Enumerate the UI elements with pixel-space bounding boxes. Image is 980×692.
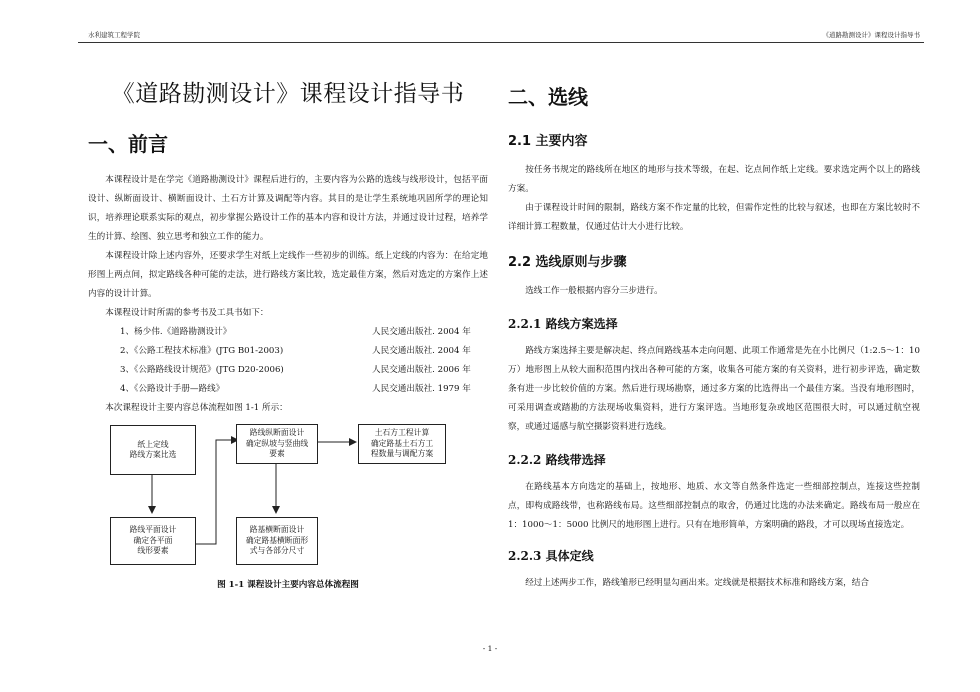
paragraph-2-1-b: 由于课程设计时间的限制，路线方案不作定量的比较，但需作定性的比较与叙述，也即在方案比较时不详细计算工程数量，仅通过估计大小进行比较。 [508,203,920,232]
heading-2-2-2: 2.2.2 路线带选择 [508,453,606,467]
flow-box-route-selection [110,425,196,475]
page-number: - 1 - [482,644,498,653]
flow-box-text: 路线平面设计 确定各平面 线形要素 [129,525,177,556]
preface-paragraph-3: 本课程设计时所需的参考书及工具书如下： [105,308,269,318]
reference-list [88,323,488,399]
preface-paragraph-4: 本次课程设计主要内容总体流程如图 1-1 所示： [105,403,288,413]
flow-box-cross-section [236,517,318,565]
header-right: 《道路勘测设计》课程设计指导书 [822,31,920,39]
flow-box-earthwork [358,424,446,464]
reference-item: 1、杨少伟.《道路勘测设计》 人民交通出版社. 2004 年 [120,327,471,337]
figure-caption: 图 1-1 课程设计主要内容总体流程图 [217,580,359,590]
header-rule [78,42,924,43]
preface-paragraph-2: 本课程设计除上述内容外，还要求学生对纸上定线作一些初步的训练。纸上定线的内容为：在给定地形图上两点间，拟定路线各种可能的走法，进行路线方案比较，选定最佳方案，然后对选定的方案作上述内容的设计计算。 [88,251,488,299]
section-heading-preface: 一、前言 [88,132,168,156]
paragraph-2-2-3: 经过上述两步工作，路线雏形已经明显勾画出来。定线就是根据技术标准和路线方案，结合 [525,578,869,588]
left-column [88,55,488,418]
paragraph-2-2: 选线工作一般根据内容分三步进行。 [525,286,663,296]
heading-2-2-1: 2.2.1 路线方案选择 [508,317,618,331]
section-heading-route-selection: 二、选线 [508,85,588,109]
header-left: 水利建筑工程学院 [88,31,140,39]
reference-item: 2、《公路工程技术标准》(JTG B01-2003) 人民交通出版社. 2004 年 [120,346,471,356]
flow-box-text: 路基横断面设计 确定路基横断面形 式与各部分尺寸 [245,525,309,556]
flowchart [88,420,488,570]
flow-box-plan-design [110,517,196,565]
paragraph-2-2-2: 在路线基本方向选定的基础上，按地形、地质、水文等自然条件选定一些细部控制点，连接这些控制点，即构成路线带，也称路线布局。这些细部控制点的取舍，仍通过比选的办法来确定。路线布局一般应在 1：1000～1：5000 比例尺的地形图上进行。只有在地形简单，方案明确的路段，才可以现场直接选定。 [508,482,920,530]
heading-2-2: 2.2 选线原则与步骤 [508,255,627,270]
heading-2-1: 2.1 主要内容 [508,134,588,149]
reference-item: 4、《公路设计手册—路线》 人民交通出版社. 1979 年 [120,384,471,394]
flow-box-profile-design [236,424,318,464]
preface-paragraph-1: 本课程设计是在学完《道路勘测设计》课程后进行的，主要内容为公路的选线与线形设计，包括平面设计、纵断面设计、横断面设计、土石方计算及调配等内容。其目的是让学生系统地巩固所学的理论知识，培养理论联系实际的观点，初步掌握公路设计工作的基本内容和设计方法，并通过设计过程，培养学生的计算、绘图、独立思考和独立工作的能力。 [88,175,488,242]
reference-item: 3、《公路路线设计规范》(JTG D20-2006) 人民交通出版社. 2006 年 [120,365,471,375]
flow-box-text: 路线纵断面设计 确定纵坡与竖曲线 要素 [245,428,309,459]
flow-box-text: 纸上定线 路线方案比选 [129,439,177,459]
right-column [508,55,920,593]
heading-2-2-3: 2.2.3 具体定线 [508,549,594,563]
document-title: 《道路勘测设计》课程设计指导书 [111,81,465,107]
flow-box-text: 土石方工程计算 确定路基土石方工 程数量与调配方案 [370,428,434,459]
paragraph-2-2-1: 路线方案选择主要是解决起、终点间路线基本走向问题、此项工作通常是先在小比例尺（1:2.5～1：10 万）地形图上从较大面积范围内找出各种可能的方案，收集各可能方案的有关资料，进行初步评选，确定数条有进一步比较价值的方案。然后进行现场勘察，通过多方案的比选得出一个最佳方案。当没有地形图时，可采用调查或踏勘的方法现场收集资料，进行方案评选。当地形复杂或地区范围很大时，可以通过航空视察，或通过遥感与航空摄影资料进行选线。 [508,346,920,432]
paragraph-2-1-a: 按任务书规定的路线所在地区的地形与技术等级，在起、讫点间作纸上定线。要求选定两个以上的路线方案。 [508,165,920,194]
